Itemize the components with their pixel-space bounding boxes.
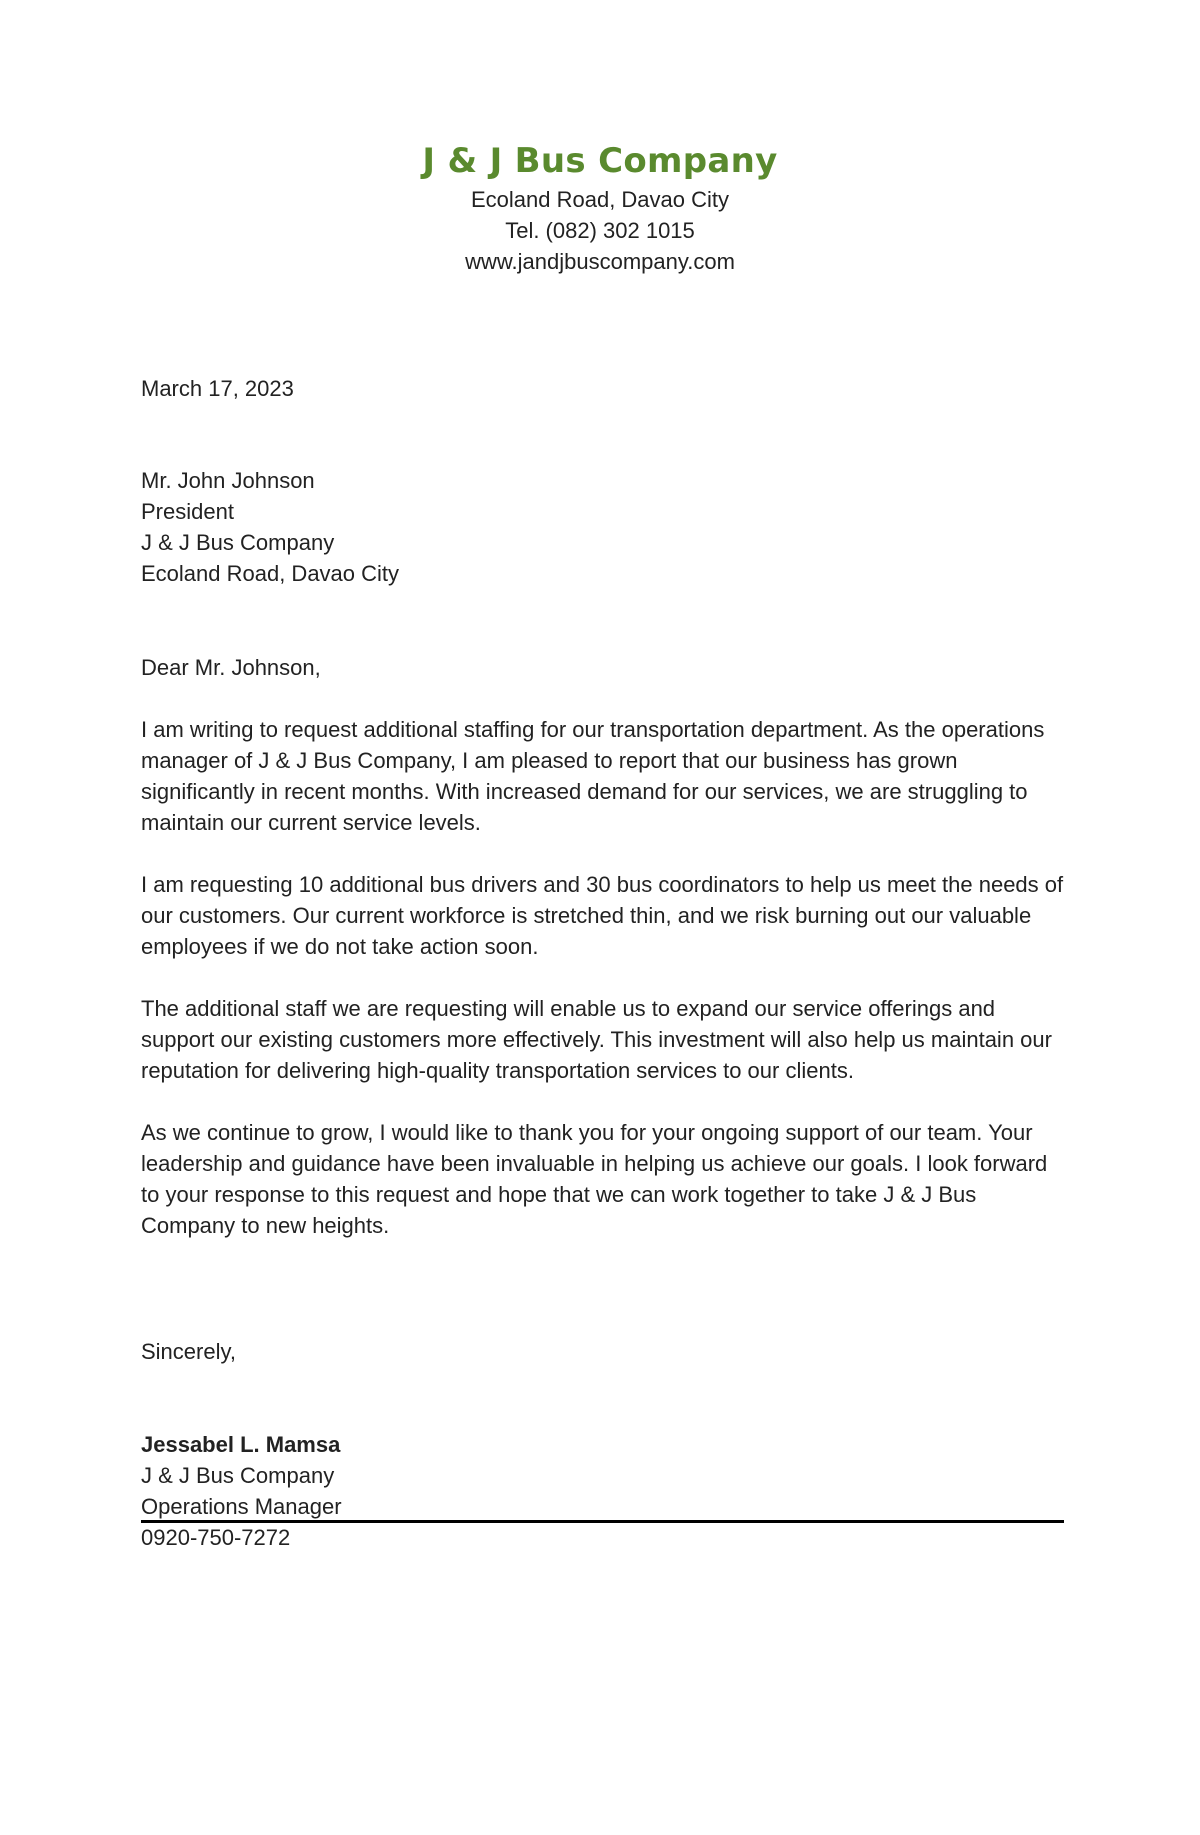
recipient-company: J & J Bus Company: [141, 530, 335, 555]
signature-block: [141, 1429, 1071, 1522]
letter-date: March 17, 2023: [141, 376, 294, 401]
salutation: Dear Mr. Johnson,: [141, 655, 321, 680]
recipient-title: President: [141, 499, 234, 524]
company-phone: Tel. (082) 302 1015: [505, 218, 695, 243]
company-name: J & J Bus Company: [422, 141, 778, 181]
letterhead: [0, 138, 1200, 277]
closing: Sincerely,: [141, 1339, 236, 1364]
body-paragraph: The additional staff we are requesting will enable us to expand our service offerings and support our existing customers more effectively. This investment will also help us maintain our reputation for delivering high-quality transportation services to our clients.: [141, 996, 1052, 1083]
body-paragraph: I am writing to request additional staffing for our transportation department. As the operations manager of J & J Bus Company, I am pleased to report that our business has grown significantly in recent months. With increased demand for our services, we are struggling to maintain our current service levels.: [141, 717, 1045, 835]
recipient-address: Ecoland Road, Davao City: [141, 561, 400, 586]
signer-name: Jessabel L. Mamsa: [141, 1432, 341, 1457]
letter-body: [141, 714, 1071, 1272]
signer-phone: 0920-750-7272: [141, 1525, 291, 1550]
signer-title: Operations Manager: [141, 1494, 342, 1519]
signer-company: J & J Bus Company: [141, 1463, 335, 1488]
body-paragraph: As we continue to grow, I would like to thank you for your ongoing support of our team. Your leadership and guidance have been invaluable in helping us achieve our goals. I look forward to your response to this request and hope that we can work together to take J & J Bus Company to new heights.: [141, 1120, 1048, 1238]
body-paragraph: I am requesting 10 additional bus drivers and 30 bus coordinators to help us meet the needs of our customers. Our current workforce is stretched thin, and we risk burning out our valuable employees if we do not take action soon.: [141, 872, 1064, 959]
recipient-name: Mr. John Johnson: [141, 468, 315, 493]
company-address: Ecoland Road, Davao City: [470, 187, 730, 212]
recipient-block: [141, 465, 1071, 589]
company-website: www.jandjbuscompany.com: [465, 249, 735, 274]
